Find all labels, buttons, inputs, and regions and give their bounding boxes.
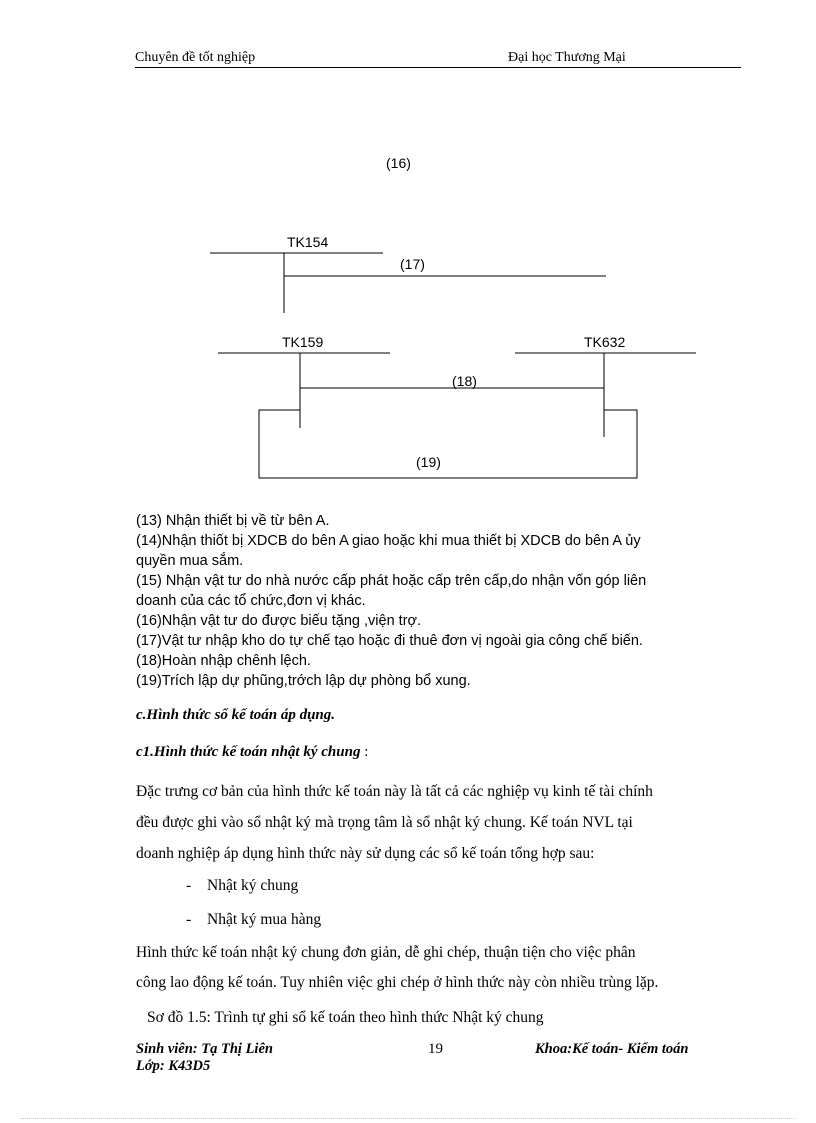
bullet-item bbox=[186, 877, 299, 895]
note-line: (18)Hoàn nhập chênh lệch. bbox=[136, 653, 311, 669]
footer-class: Lớp: K43D5 bbox=[136, 1058, 211, 1074]
note-line: quyền mua sắm. bbox=[136, 553, 244, 569]
diagram-label-16: (16) bbox=[386, 155, 411, 171]
tk154-label: TK154 bbox=[287, 234, 329, 250]
bullet-mark: - bbox=[186, 877, 192, 894]
section-heading-c1 bbox=[136, 744, 368, 761]
note-line: (14)Nhận thiốt bị XDCB do bên A giao hoặc khi mua thiết bị XDCB do bên A ủy bbox=[136, 533, 641, 549]
bullet-mark: - bbox=[186, 911, 192, 928]
header-left: Chuyên đề tốt nghiệp bbox=[135, 50, 256, 65]
section-heading-c1-text: c1.Hình thức kế toán nhật ký chung bbox=[136, 744, 361, 760]
section-heading-c: c.Hình thức sổ kế toán áp dụng. bbox=[136, 707, 336, 723]
note-line: (16)Nhận vật tư do được biếu tặng ,viện trợ. bbox=[136, 613, 422, 629]
tk159-label: TK159 bbox=[282, 334, 324, 350]
tk632-label: TK632 bbox=[584, 334, 626, 350]
section-heading-c1-suffix: : bbox=[360, 744, 369, 760]
diagram-label-19: (19) bbox=[416, 454, 441, 470]
header-right: Đại học Thương Mại bbox=[508, 50, 626, 65]
footer-student: Sinh viên: Tạ Thị Liên bbox=[136, 1041, 273, 1057]
bullet-item bbox=[186, 911, 322, 929]
bullet-text: Nhật ký chung bbox=[207, 877, 299, 894]
note-line: doanh của các tổ chức,đơn vị khác. bbox=[136, 593, 366, 609]
note-line: (15) Nhận vật tư do nhà nước cấp phát hoặc cấp trên cấp,do nhận vốn góp liên bbox=[136, 573, 647, 589]
arrow-19-bracket bbox=[259, 410, 637, 478]
note-line: (19)Trích lập dự phũng,trớch lập dự phòng bổ xung. bbox=[136, 673, 471, 689]
note-line: (17)Vật tư nhập kho do tự chế tạo hoặc đi thuê đơn vị ngoài gia công chế biến. bbox=[136, 633, 643, 649]
paragraph-line: công lao động kế toán. Tuy nhiên việc ghi chép ở hình thức này còn nhiều trùng lặp. bbox=[136, 974, 659, 991]
paragraph-line: Hình thức kế toán nhật ký chung đơn giản, dễ ghi chép, thuận tiện cho việc phân bbox=[136, 944, 636, 961]
note-line: (13) Nhận thiết bị về từ bên A. bbox=[136, 513, 330, 529]
page-bottom-rule bbox=[20, 1118, 796, 1119]
diagram-label-18: (18) bbox=[452, 373, 477, 389]
figure-caption: Sơ đồ 1.5: Trình tự ghi sổ kế toán theo hình thức Nhật ký chung bbox=[147, 1009, 544, 1026]
page-number: 19 bbox=[428, 1041, 443, 1057]
footer-faculty: Khoa:Kế toán- Kiểm toán bbox=[535, 1041, 689, 1057]
paragraph-line: đều được ghi vào sổ nhật ký mà trọng tâm là sổ nhật ký chung. Kế toán NVL tại bbox=[136, 814, 633, 831]
bullet-text: Nhật ký mua hàng bbox=[207, 911, 322, 928]
paragraph-line: Đặc trưng cơ bản của hình thức kế toán này là tất cả các nghiệp vụ kinh tế tài chính bbox=[136, 783, 653, 800]
t-account-diagram bbox=[0, 0, 816, 500]
diagram-label-17: (17) bbox=[400, 256, 425, 272]
paragraph-line: doanh nghiệp áp dụng hình thức này sử dụng các sổ kế toán tổng hợp sau: bbox=[136, 845, 595, 862]
